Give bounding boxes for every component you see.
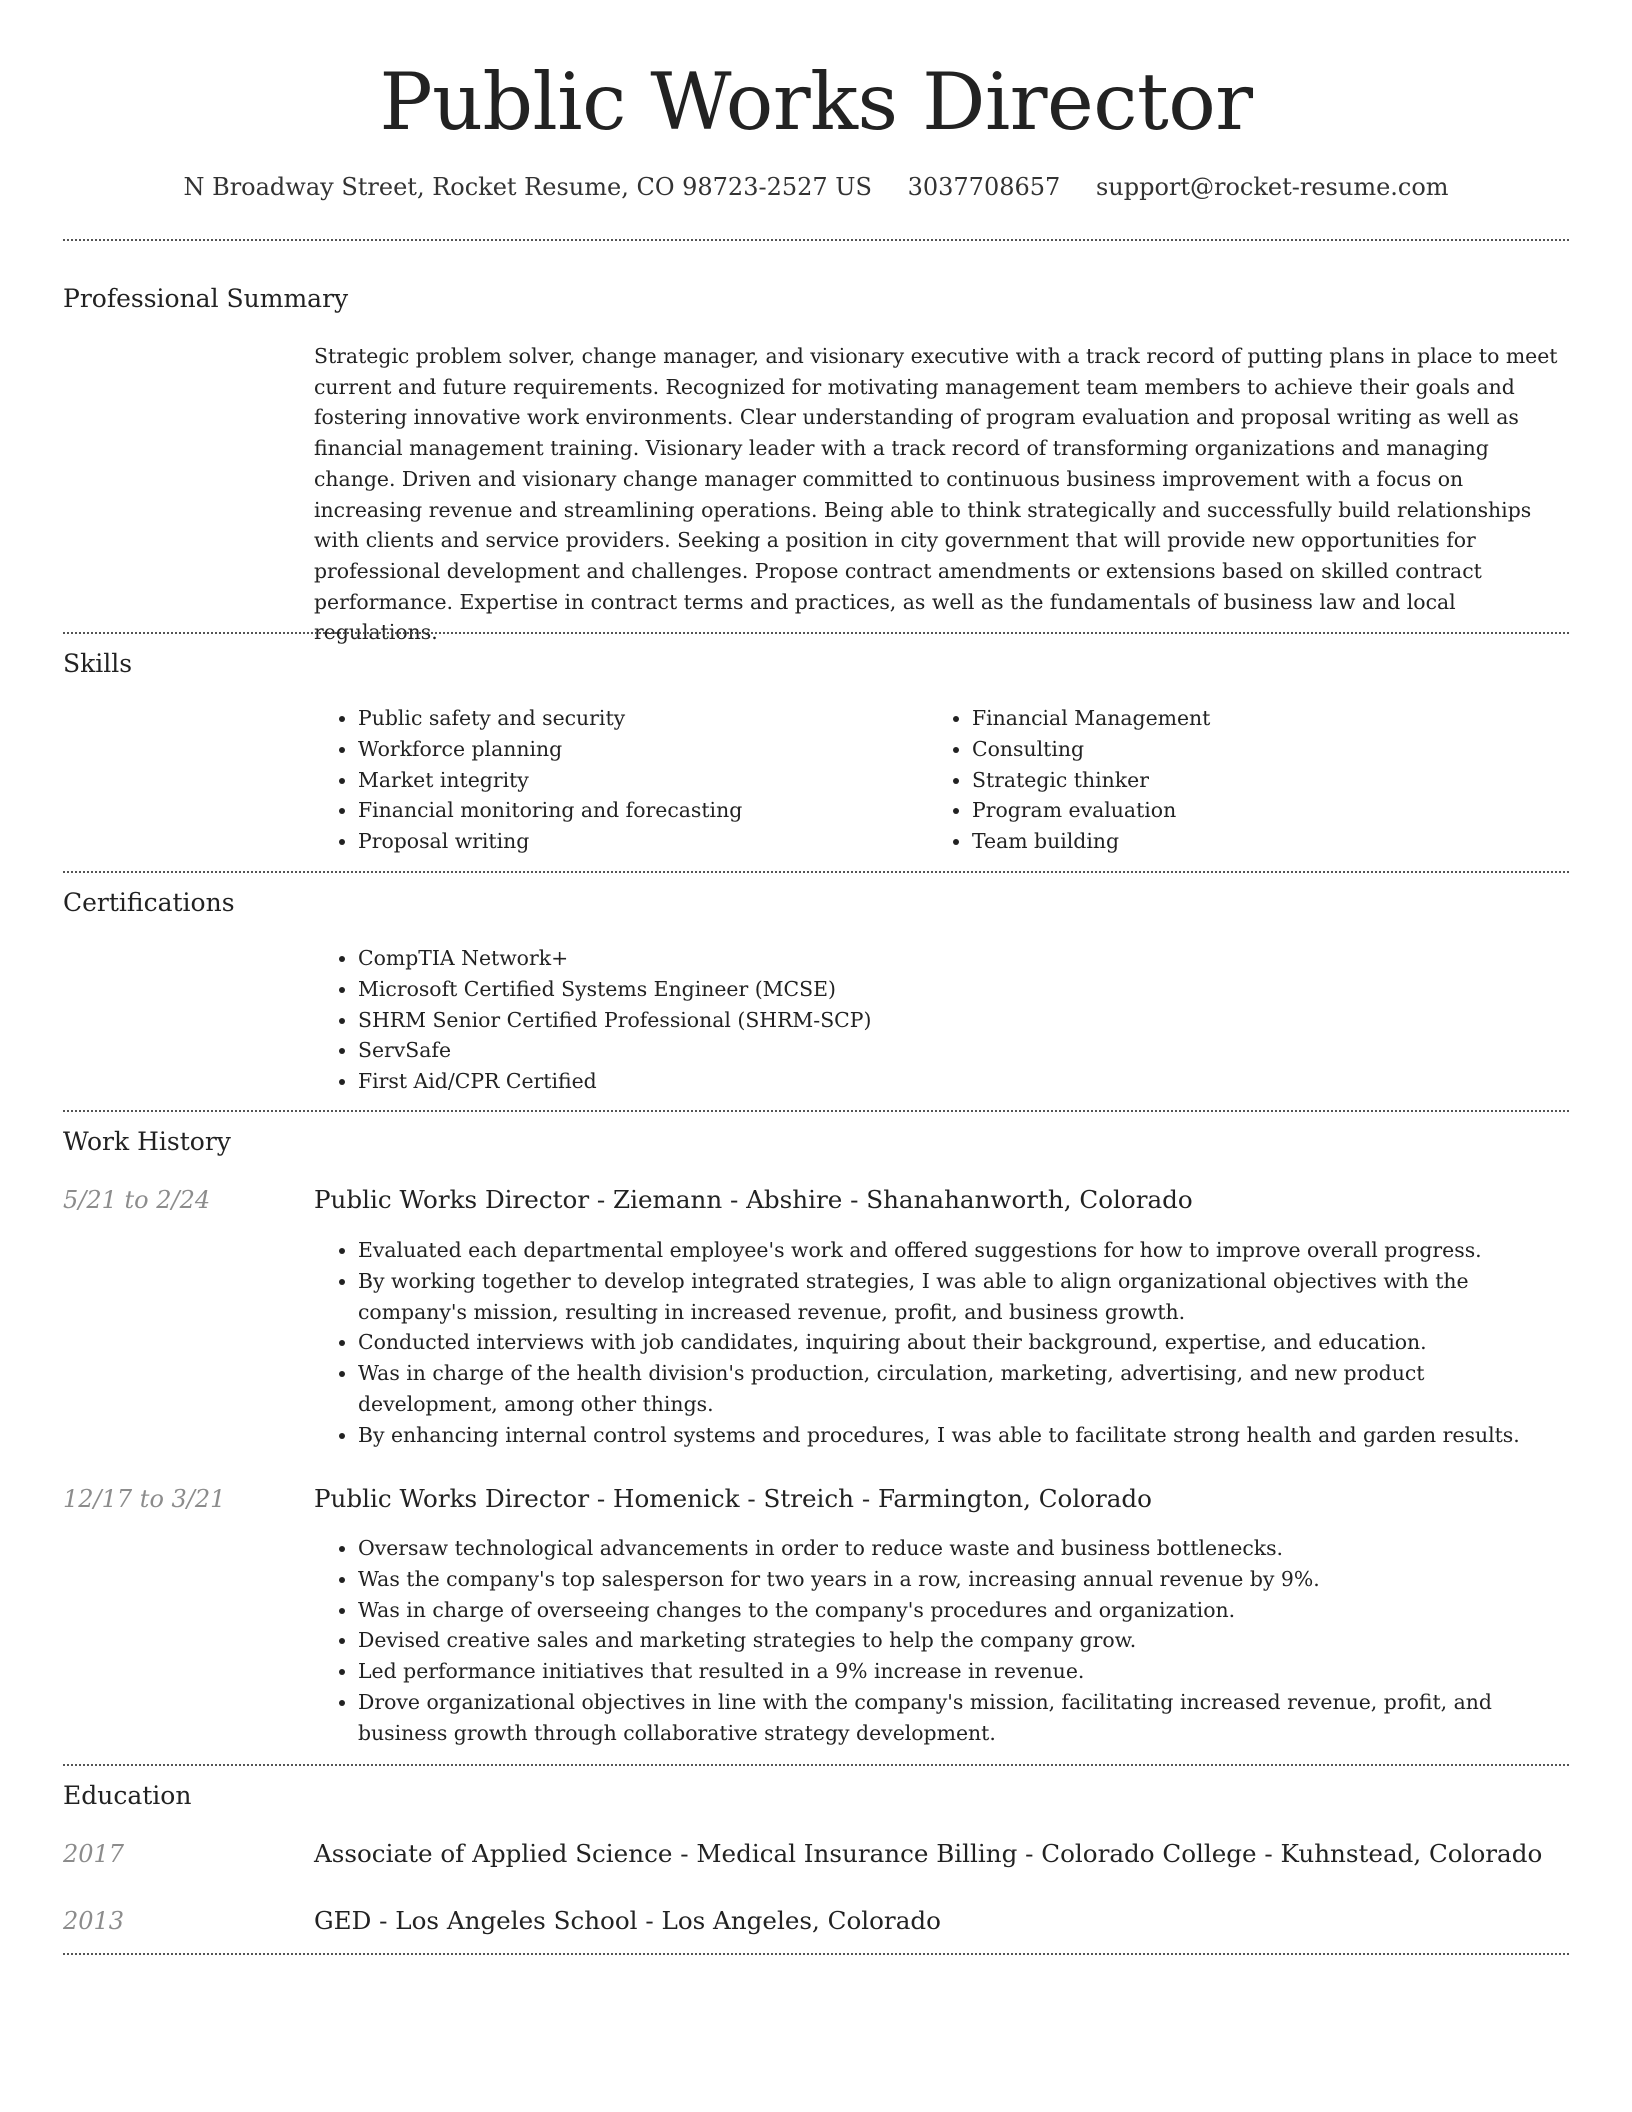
- skill-item: • Financial monitoring and forecasting: [358, 795, 914, 826]
- divider: [63, 239, 1569, 241]
- job-bullet: • Was in charge of the health division's production, circulation, marketing, advertising, and new product development, among other things.: [358, 1358, 1570, 1420]
- section-title-work-history: Work History: [63, 1127, 231, 1156]
- job-heading: Public Works Director - Ziemann - Abshire - Shanahanworth, Colorado: [314, 1185, 1193, 1214]
- job-bullets: [314, 1533, 1570, 1749]
- candidate-name: Public Works Director: [379, 56, 1253, 148]
- job-dates: 12/17 to 3/21: [63, 1485, 226, 1513]
- job-bullet: • Led performance initiatives that resulted in a 9% increase in revenue.: [358, 1656, 1570, 1687]
- certification-item: • ServSafe: [358, 1035, 1514, 1066]
- job-bullet: • Drove organizational objectives in line with the company's mission, facilitating increased revenue, profit, and business growth through collaborative strategy development.: [358, 1687, 1570, 1749]
- job-bullet: • Was the company's top salesperson for two years in a row, increasing annual revenue by 9%.: [358, 1564, 1570, 1595]
- divider: [63, 1764, 1569, 1766]
- skill-item: • Public safety and security: [358, 703, 914, 734]
- divider: [63, 871, 1569, 873]
- job-bullets: [314, 1235, 1570, 1451]
- education-entry: GED - Los Angeles School - Los Angeles, Colorado: [314, 1906, 941, 1935]
- skill-item: • Market integrity: [358, 765, 914, 796]
- section-title-summary: Professional Summary: [63, 284, 349, 313]
- skill-item: • Program evaluation: [972, 795, 1528, 826]
- skill-item: • Proposal writing: [358, 826, 914, 857]
- job-bullet: • Was in charge of overseeing changes to the company's procedures and organization.: [358, 1595, 1570, 1626]
- divider: [63, 1110, 1569, 1112]
- certification-item: • Microsoft Certified Systems Engineer (MCSE): [358, 974, 1514, 1005]
- job-bullet: • Devised creative sales and marketing strategies to help the company grow.: [358, 1625, 1570, 1656]
- job-dates: 5/21 to 2/24: [63, 1186, 211, 1214]
- contact-line: [0, 170, 1632, 204]
- education-year: 2013: [63, 1907, 125, 1935]
- job-bullet: • Evaluated each departmental employee's work and offered suggestions for how to improve overall progress.: [358, 1235, 1570, 1266]
- job-bullet: • By enhancing internal control systems and procedures, I was able to facilitate strong health and garden results.: [358, 1420, 1570, 1451]
- certifications-list: [314, 943, 1514, 1097]
- divider: [63, 632, 1569, 634]
- skills-column-left: [314, 703, 914, 857]
- section-title-certifications: Certifications: [63, 888, 235, 917]
- skill-item: • Consulting: [972, 734, 1528, 765]
- skill-item: • Strategic thinker: [972, 765, 1528, 796]
- job-heading: Public Works Director - Homenick - Streich - Farmington, Colorado: [314, 1484, 1152, 1513]
- certification-item: • First Aid/CPR Certified: [358, 1066, 1514, 1097]
- contact-email: support@rocket-resume.com: [1095, 173, 1449, 201]
- skill-item: • Team building: [972, 826, 1528, 857]
- job-bullet: • By working together to develop integrated strategies, I was able to align organizational objectives with the company's mission, resulting in increased revenue, profit, and business growth.: [358, 1266, 1570, 1328]
- job-bullet: • Oversaw technological advancements in order to reduce waste and business bottlenecks.: [358, 1533, 1570, 1564]
- education-year: 2017: [63, 1840, 125, 1868]
- skills-column-right: [928, 703, 1528, 857]
- section-title-skills: Skills: [63, 649, 133, 678]
- skill-item: • Financial Management: [972, 703, 1528, 734]
- skill-item: • Workforce planning: [358, 734, 914, 765]
- certification-item: • SHRM Senior Certified Professional (SHRM-SCP): [358, 1005, 1514, 1036]
- job-bullet: • Conducted interviews with job candidates, inquiring about their background, expertise, and education.: [358, 1327, 1570, 1358]
- certification-item: • CompTIA Network+: [358, 943, 1514, 974]
- education-entry: Associate of Applied Science - Medical Insurance Billing - Colorado College - Kuhnstead, Colorado: [314, 1839, 1543, 1868]
- contact-address: N Broadway Street, Rocket Resume, CO 98723-2527 US: [183, 173, 872, 201]
- contact-phone: 3037708657: [907, 173, 1061, 201]
- summary-text: Strategic problem solver, change manager, and visionary executive with a track record of putting plans in place to meet current and future requirements. Recognized for motivating management team members to achieve their goals and fostering innovative work environments. Clear understanding of program evaluation and proposal writing as well as financial management training. Visionary leader with a track record of transforming organizations and managing change. Driven and visionary change manager committed to continuous business improvement with a focus on increasing revenue and streamlining operations. Being able to think strategically and successfully build relationships with clients and service providers. Seeking a position in city government that will provide new opportunities for professional development and challenges. Propose contract amendments or extensions based on skilled contract performance. Expertise in contract terms and practices, as well as the fundamentals of business law and local regulations.: [314, 344, 1558, 645]
- section-title-education: Education: [63, 1781, 192, 1810]
- divider: [63, 1953, 1569, 1955]
